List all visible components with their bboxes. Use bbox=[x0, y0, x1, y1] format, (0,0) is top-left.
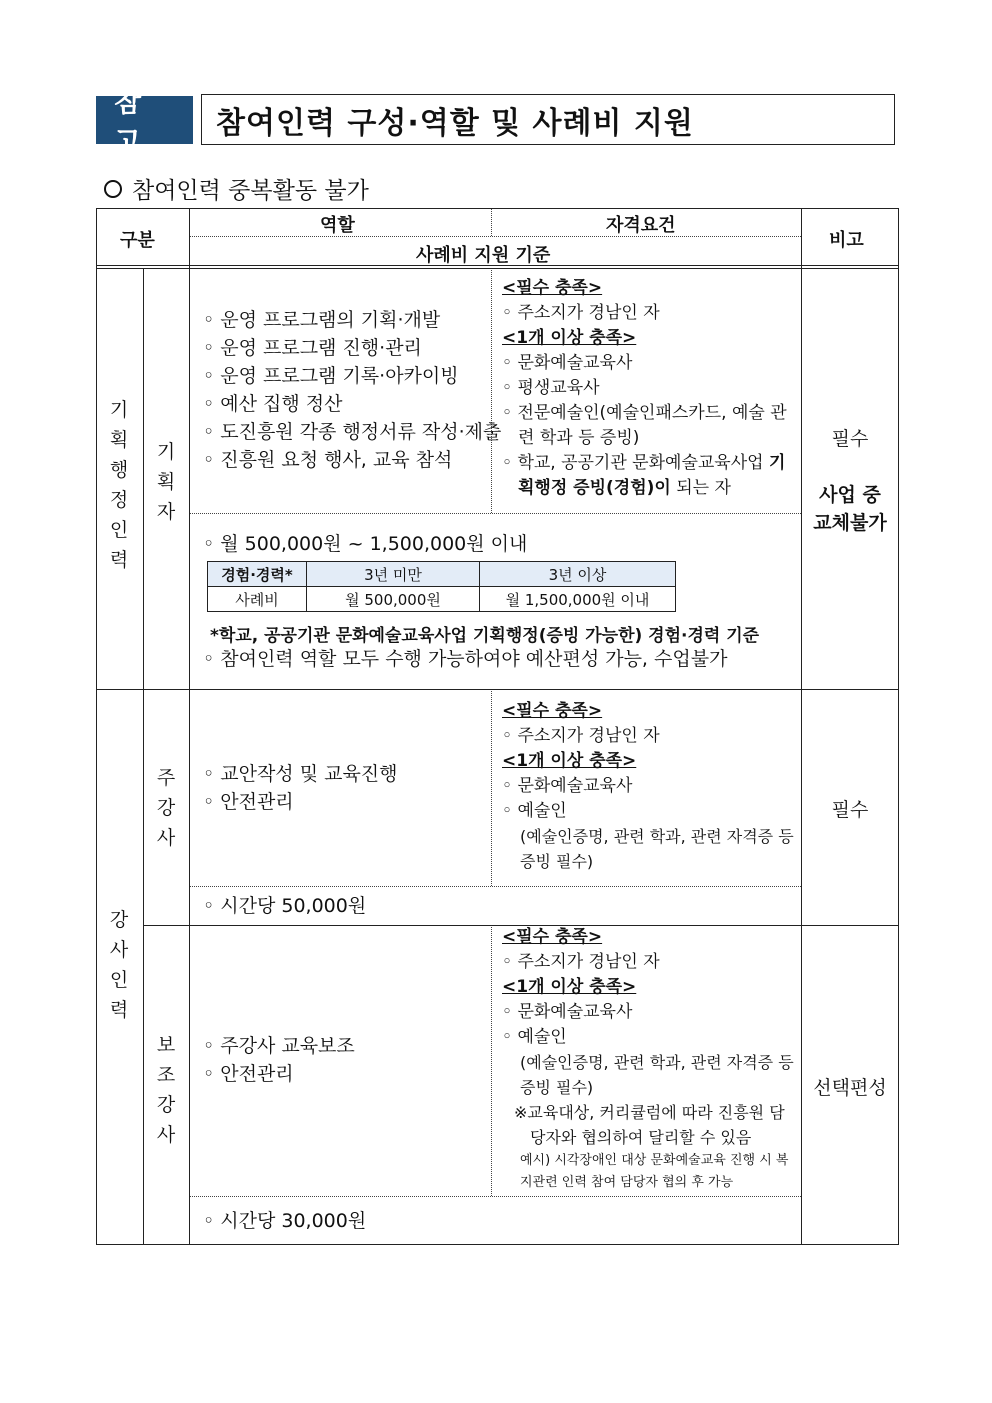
requirement-item: ◦ 예술인 bbox=[502, 1025, 794, 1050]
list-item: ◦ 안전관리 bbox=[203, 1060, 355, 1088]
requirement-note: (예술인증명, 관련 학과, 관련 자격증 등 증빙 필수) bbox=[520, 827, 794, 871]
oneplus-title: <1개 이상 충족> bbox=[502, 751, 637, 771]
required-title: <필수 충족> bbox=[502, 927, 603, 947]
circle-bullet-icon bbox=[104, 180, 122, 198]
planner-pay-line: ◦ 월 500,000원 ~ 1,500,000원 이내 bbox=[203, 533, 528, 555]
requirement-note: (예술인증명, 관련 학과, 관련 자격증 등 증빙 필수) bbox=[520, 1053, 794, 1097]
list-item: ◦ 예산 집행 정산 bbox=[203, 390, 501, 418]
pay-table-cell: 사례비 bbox=[208, 587, 307, 612]
planner-requirements bbox=[502, 276, 794, 501]
list-item: ◦ 주강사 교육보조 bbox=[203, 1032, 355, 1060]
vertical-char: 자 bbox=[156, 501, 176, 523]
main-instructor-pay: ◦ 시간당 50,000원 bbox=[203, 895, 367, 917]
section-heading bbox=[104, 172, 369, 205]
example-note: 예시) 시각장애인 대상 문화예술교육 진행 시 복지관련 인력 참여 담당자 협의 후 가능 bbox=[520, 1153, 789, 1190]
vertical-char: 주 bbox=[156, 767, 176, 789]
pay-table bbox=[207, 561, 676, 612]
pay-table-header: 경험·경력* bbox=[208, 562, 307, 587]
requirement-item: ◦ 주소지가 경남인 자 bbox=[502, 301, 794, 326]
vertical-char: 획 bbox=[109, 429, 129, 451]
vertical-char: 강 bbox=[156, 1094, 176, 1116]
sub-label-assistant-instructor bbox=[154, 1030, 178, 1150]
vertical-char: 기 bbox=[156, 441, 176, 463]
vertical-char: 인 bbox=[109, 969, 129, 991]
consultation-note: ※교육대상, 커리큘럼에 따라 진흥원 담당자와 협의하여 달리할 수 있음 bbox=[514, 1103, 785, 1147]
vertical-char: 강 bbox=[156, 797, 176, 819]
vertical-char: 정 bbox=[109, 489, 129, 511]
header-qualification: 자격요건 bbox=[606, 215, 676, 236]
list-item: ◦ 도진흥원 각종 행정서류 작성·제출 bbox=[203, 418, 501, 446]
vertical-char: 조 bbox=[156, 1064, 176, 1086]
vertical-char: 기 bbox=[109, 399, 129, 421]
vertical-char: 력 bbox=[109, 999, 129, 1021]
vertical-char: 사 bbox=[156, 1124, 176, 1146]
pay-table-cell: 월 500,000원 bbox=[307, 587, 480, 612]
requirement-item: ◦ 전문예술인(예술인패스카드, 예술 관련 학과 등 증빙) bbox=[502, 401, 794, 451]
oneplus-title: <1개 이상 충족> bbox=[502, 977, 637, 997]
section-heading-text: 참여인력 중복활동 불가 bbox=[132, 178, 369, 204]
requirement-item: ◦ 문화예술교육사 bbox=[502, 774, 794, 799]
page-title: 참여인력 구성·역할 및 사례비 지원 bbox=[216, 105, 694, 141]
header-remark: 비고 bbox=[829, 230, 864, 251]
oneplus-title: <1개 이상 충족> bbox=[502, 328, 637, 348]
planner-footnote: *학교, 공공기관 문화예술교육사업 기획행정(증빙 가능한) 경험·경력 기준 bbox=[210, 626, 760, 646]
requirement-item: ◦ 문화예술교육사 bbox=[502, 1000, 794, 1025]
list-item: ◦ 교안작성 및 교육진행 bbox=[203, 760, 398, 788]
assistant-pay: ◦ 시간당 30,000원 bbox=[203, 1210, 367, 1232]
planner-condition: ◦ 참여인력 역할 모두 수행 가능하여야 예산편성 가능, 수업불가 bbox=[203, 648, 728, 670]
remark-planner-line1: 사업 중 bbox=[819, 484, 881, 506]
vertical-char: 사 bbox=[156, 827, 176, 849]
vertical-char: 행 bbox=[109, 459, 129, 481]
list-item: ◦ 진흥원 요청 행사, 교육 참석 bbox=[203, 446, 501, 474]
remark-planner-required: 필수 bbox=[831, 428, 869, 450]
title-box bbox=[201, 94, 895, 145]
header-category: 구분 bbox=[120, 230, 155, 251]
vertical-char: 획 bbox=[156, 471, 176, 493]
main-instructor-roles-list bbox=[203, 760, 398, 816]
header-role: 역할 bbox=[320, 215, 355, 236]
sub-label-main-instructor bbox=[154, 763, 178, 853]
sub-label-planner bbox=[154, 437, 178, 527]
requirement-item: ◦ 학교, 공공기관 문화예술교육사업 기획행정 증빙(경험)이 되는 자 bbox=[502, 451, 794, 501]
group-label-planning bbox=[107, 395, 131, 575]
remark-main-instructor: 필수 bbox=[831, 799, 869, 821]
requirement-item: ◦ 주소지가 경남인 자 bbox=[502, 950, 794, 975]
requirement-item: ◦ 예술인 bbox=[502, 799, 794, 824]
pay-table-header: 3년 이상 bbox=[480, 562, 676, 587]
required-title: <필수 충족> bbox=[502, 701, 603, 721]
vertical-char: 강 bbox=[109, 909, 129, 931]
list-item: ◦ 운영 프로그램 기록·아카이빙 bbox=[203, 362, 501, 390]
list-item: ◦ 안전관리 bbox=[203, 788, 398, 816]
required-title: <필수 충족> bbox=[502, 278, 603, 298]
group-label-instructor bbox=[107, 905, 131, 1025]
requirement-item: ◦ 주소지가 경남인 자 bbox=[502, 724, 794, 749]
main-instructor-requirements bbox=[502, 699, 794, 874]
assistant-roles-list bbox=[203, 1032, 355, 1088]
vertical-char: 보 bbox=[156, 1034, 176, 1056]
remark-assistant: 선택편성 bbox=[813, 1077, 887, 1099]
reference-badge: 참 고 bbox=[96, 96, 193, 144]
requirement-item: ◦ 문화예술교육사 bbox=[502, 351, 794, 376]
list-item: ◦ 운영 프로그램의 기획·개발 bbox=[203, 306, 501, 334]
vertical-char: 력 bbox=[109, 549, 129, 571]
planner-roles-list bbox=[203, 306, 501, 474]
remark-planner-line2: 교체불가 bbox=[813, 512, 887, 534]
pay-table-cell: 월 1,500,000원 이내 bbox=[480, 587, 676, 612]
vertical-char: 인 bbox=[109, 519, 129, 541]
header-pay-standard: 사례비 지원 기준 bbox=[416, 245, 551, 266]
vertical-char: 사 bbox=[109, 939, 129, 961]
list-item: ◦ 운영 프로그램 진행·관리 bbox=[203, 334, 501, 362]
assistant-requirements bbox=[502, 925, 794, 1194]
requirement-item: ◦ 평생교육사 bbox=[502, 376, 794, 401]
pay-table-header: 3년 미만 bbox=[307, 562, 480, 587]
